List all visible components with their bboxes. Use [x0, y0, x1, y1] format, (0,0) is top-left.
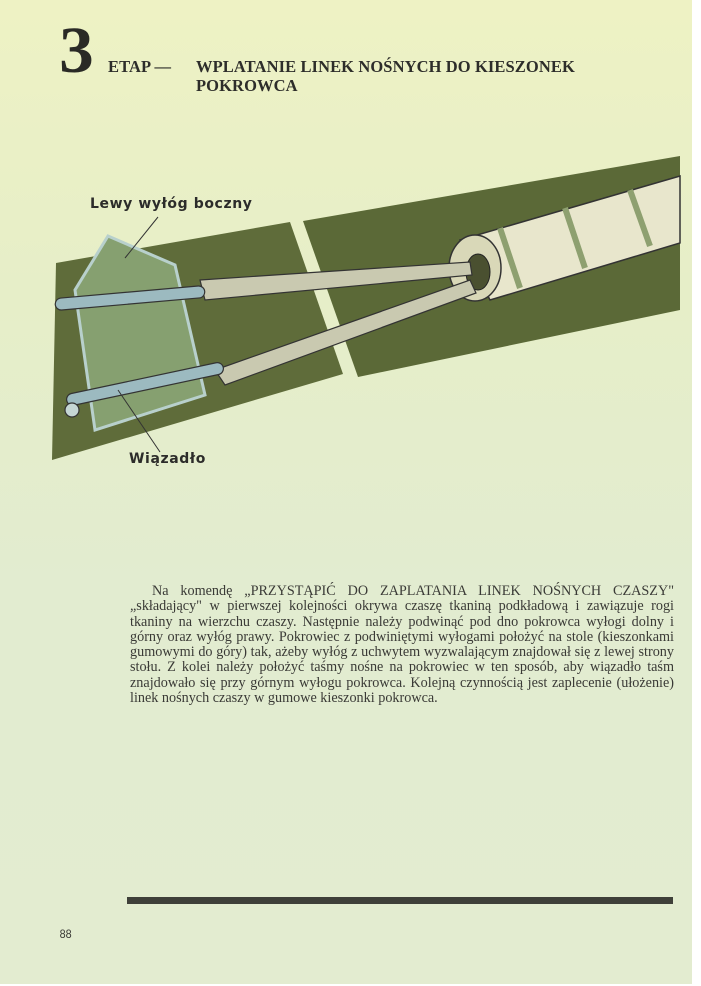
title-prefix: ETAP —: [108, 57, 172, 76]
label-left-flap: Lewy wyłóg boczny: [90, 196, 253, 212]
page-number: 88: [59, 927, 72, 941]
title-line-1: WPLATANIE LINEK NOŚNYCH DO KIESZONEK: [196, 57, 575, 76]
body-text: [130, 584, 674, 706]
title-line-2: POKROWCA: [196, 76, 298, 95]
page-title: [108, 57, 575, 95]
body-paragraph: Na komendę „PRZYSTĄPIĆ DO ZAPLATANIA LINEK NOŚNYCH CZASZY" „składający" w pierwszej kolejności okrywa czaszę tkaniną podkładową i zawiązuje rogi tkaniny na wierzchu czaszy. Następnie należy podwinąć pod dno pokrowca wyłogi dolny i górny oraz wyłóg prawy. Pokrowiec z podwiniętymi wyłogami położyć na stole (kieszonkami gumowymi do góry) tak, ażeby wyłóg z uchwytem wyzwalającym znajdował się z lewej strony stołu. Z kolei należy położyć taśmy nośne na pokrowiec w ten sposób, aby wiązadło taśm znajdowało się przy górnym wyłogu pokrowca. Kolejną czynnością jest zaplecenie (ułożenie) linek nośnych czaszy w gumowe kieszonki pokrowca.: [130, 583, 674, 707]
label-tie: Wiązadło: [129, 451, 206, 467]
page-edge: [692, 0, 701, 986]
footer-rule: [127, 897, 673, 904]
stage-number: 3: [59, 14, 94, 87]
